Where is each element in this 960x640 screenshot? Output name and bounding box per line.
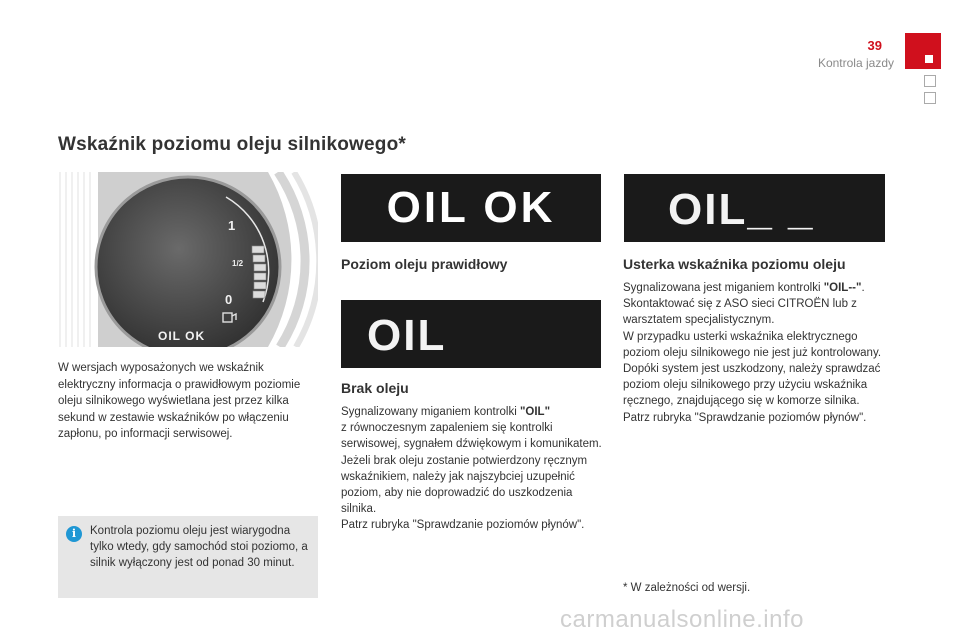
no-oil-code: "OIL" [519, 406, 551, 418]
info-note [58, 516, 318, 598]
info-note-text: Kontrola poziomu oleju jest wiarygodna tylko wtedy, gdy samochód stoi poziomo, a silnik wyłączony jest od ponad 30 minut. [90, 525, 308, 569]
oil-gauge-illustration [58, 172, 318, 347]
gauge-mark-1: 1 [228, 218, 236, 233]
chapter-tab-marker [925, 55, 933, 63]
fault-text-2: . Skontaktować się z ASO sieci CITROËN lub z warsztatem specjalistycznym. W przypadku usterki wskaźnika elektrycznego poziom oleju silnikowego nie jest już kontrolowany. Dopóki system jest uszkodzony, należy sprawdzać poziom oleju silnikowego przy użyciu wskaźnika ręcznego, znajdującego się w komorze silnika. Patrz rubryka "Sprawdzanie poziomów płynów". [623, 282, 882, 424]
chapter-tab-empty-2 [924, 92, 936, 104]
chapter-tab [905, 33, 941, 69]
info-icon: i [66, 526, 82, 542]
gauge-mark-0: 0 [225, 292, 233, 307]
footnote: * W zależności od wersji. [623, 582, 751, 594]
page-title: Wskaźnik poziomu oleju silnikowego* [58, 134, 406, 155]
display-oil-dashes-text: OIL_ _ [668, 185, 815, 234]
watermark: carmanualsonline.info [560, 606, 804, 633]
gauge-display-text: OIL OK [158, 329, 206, 343]
gauge-mark-half: 1/2 [232, 259, 244, 268]
fault-text [623, 280, 891, 426]
no-oil-text-1: Sygnalizowany miganiem kontrolki [341, 406, 520, 418]
display-oil-ok-text: OIL OK [386, 183, 556, 232]
no-oil-text-2: z równoczesnym zapaleniem się kontrolki serwisowej, sygnałem dźwiękowym i komunikatem. Jeżeli brak oleju zostanie potwierdzony ręcznym wskaźnikiem, należy jak najszybciej uzupełnić poziom, aby nie doprowadzić do uszkodzenia silnika. Patrz rubryka "Sprawdzanie poziomów płynów". [341, 422, 602, 532]
no-oil-text [341, 404, 603, 534]
no-oil-title: Brak oleju [341, 380, 409, 396]
fault-text-1: Sygnalizowana jest miganiem kontrolki [623, 282, 824, 294]
display-oil-ok [341, 174, 601, 242]
oil-ok-title: Poziom oleju prawidłowy [341, 256, 508, 272]
display-oil-text: OIL [367, 311, 447, 360]
display-oil-dashes [624, 174, 885, 242]
fault-code: "OIL--" [823, 282, 862, 294]
page-number: 39 [867, 38, 882, 53]
display-oil [341, 300, 601, 368]
chapter-tab-empty-1 [924, 75, 936, 87]
fault-title: Usterka wskaźnika poziomu oleju [623, 256, 846, 272]
intro-text: W wersjach wyposażonych we wskaźnik elektryczny informacja o prawidłowym poziomie oleju silnikowego wyświetlana jest przez kilka sekund w zestawie wskaźników po włączeniu zapłonu, po informacji serwisowej. [58, 362, 301, 440]
section-name: Kontrola jazdy [817, 56, 894, 70]
